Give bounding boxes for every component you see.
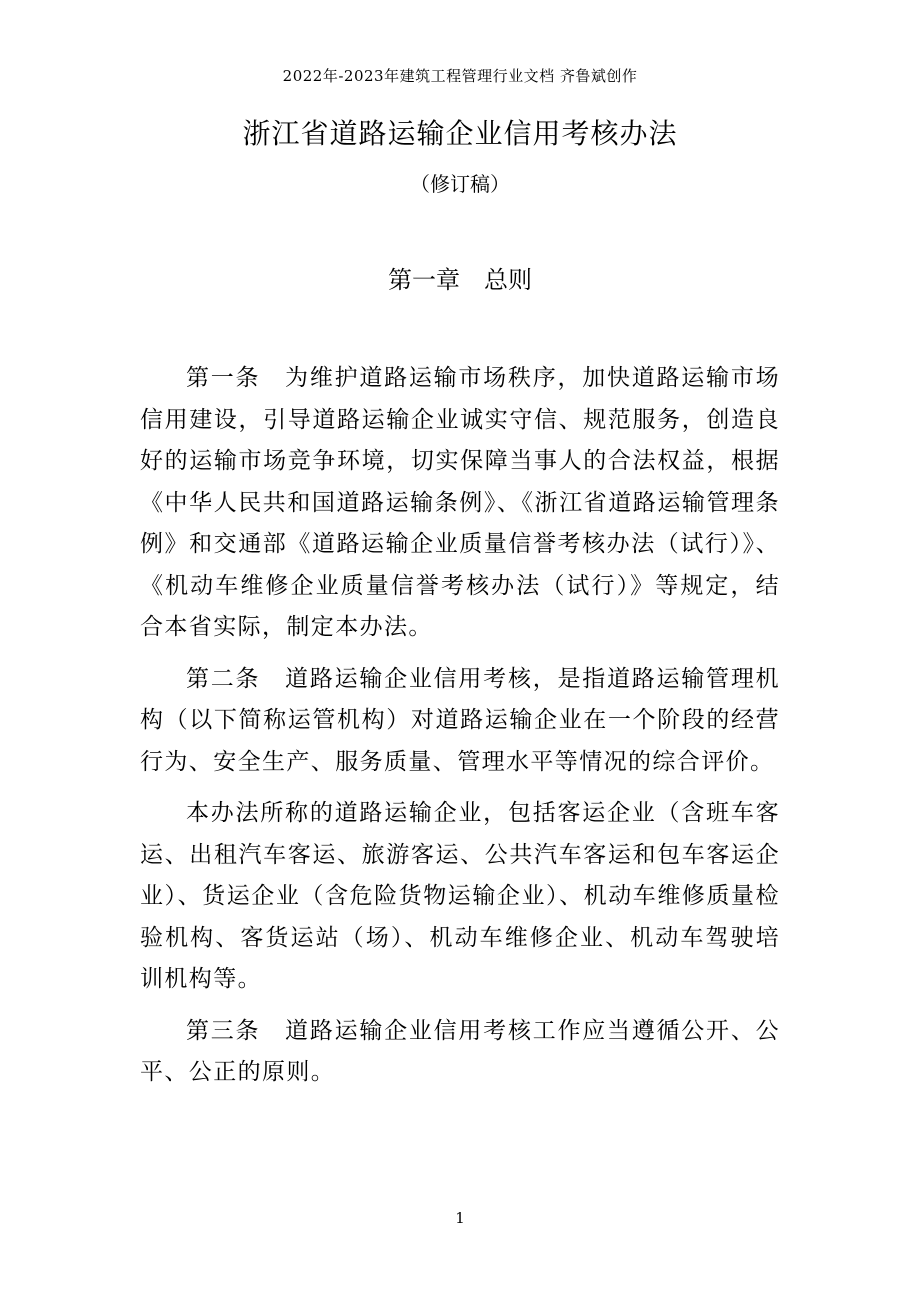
document-subtitle: （修订稿）	[410, 172, 510, 196]
page-number: 1	[455, 1209, 465, 1227]
page-header: 2022年-2023年建筑工程管理行业文档 齐鲁斌创作	[282, 67, 638, 85]
document-title: 浙江省道路运输企业信用考核办法	[242, 117, 678, 150]
article-2-paragraph: 第二条 道路运输企业信用考核，是指道路运输管理机构（以下简称运管机构）对道路运输企业在一个阶段的经营行为、安全生产、服务质量、管理水平等情况的综合评价。	[140, 665, 780, 775]
chapter-heading: 第一章 总则	[388, 266, 532, 294]
article-3-paragraph: 第三条 道路运输企业信用考核工作应当遵循公开、公平、公正的原则。	[140, 1017, 780, 1085]
article-1-paragraph: 第一条 为维护道路运输市场秩序，加快道路运输市场信用建设，引导道路运输企业诚实守信、规范服务，创造良好的运输市场竞争环境，切实保障当事人的合法权益，根据《中华人民共和国道路运输条例》、《浙江省道路运输管理条例》和交通部《道路运输企业质量信誉考核办法（试行）》、《机动车维修企业质量信誉考核办法（试行）》等规定，结合本省实际，制定本办法。	[140, 365, 780, 640]
scope-paragraph: 本办法所称的道路运输企业，包括客运企业（含班车客运、出租汽车客运、旅游客运、公共汽车客运和包车客运企业）、货运企业（含危险货物运输企业）、机动车维修质量检验机构、客货运站（场）、机动车维修企业、机动车驾驶培训机构等。	[140, 800, 780, 992]
document-body	[140, 358, 780, 1104]
